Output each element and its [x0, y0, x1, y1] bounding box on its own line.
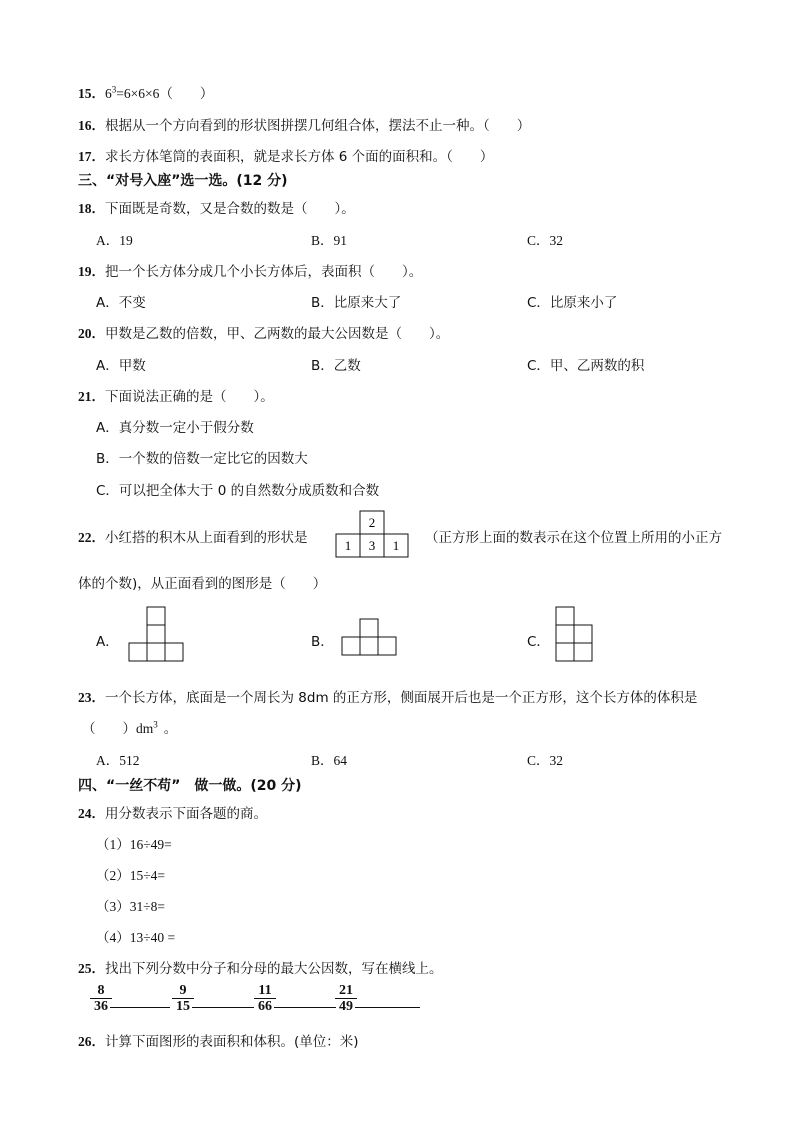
- option-b[interactable]: B．比原来大了: [311, 295, 402, 311]
- denominator: 49: [339, 999, 353, 1014]
- option-c[interactable]: C．比原来小了: [527, 295, 618, 311]
- option-a-figure[interactable]: [128, 606, 184, 662]
- question-23: [78, 686, 697, 706]
- denominator: 36: [94, 999, 108, 1014]
- question-text: 用分数表示下面各题的商。: [105, 806, 267, 822]
- question-text: 计算下面图形的表面积和体积。(单位：米): [105, 1034, 359, 1050]
- question-22-continuation: （正方形上面的数表示在这个位置上所用的小正方: [425, 530, 722, 546]
- question-number: 19．: [78, 264, 105, 279]
- question-number: 21．: [78, 389, 105, 404]
- option-b[interactable]: B．一个数的倍数一定比它的因数大: [96, 451, 308, 467]
- option-a[interactable]: A．甲数: [96, 358, 146, 374]
- question-22-line2: 体的个数)，从正面看到的图形是（ ）: [78, 576, 327, 592]
- fraction-1: [92, 983, 110, 1014]
- question-23-line2: [82, 717, 177, 737]
- option-c[interactable]: C．32: [527, 233, 564, 248]
- numerator: 21: [339, 983, 353, 998]
- option-a[interactable]: A．: [96, 634, 119, 650]
- option-a[interactable]: A．512: [96, 753, 140, 768]
- option-b[interactable]: B．91: [311, 233, 348, 248]
- answer-line-2[interactable]: [192, 1007, 254, 1008]
- section-heading-4: 四、“一丝不苟” 做一做。(20 分): [78, 778, 302, 794]
- question-text: 把一个长方体分成几个小长方体后，表面积（ ）。: [105, 264, 423, 280]
- sub-item-1: （1）16÷49=: [96, 837, 172, 852]
- answer-line-4[interactable]: [355, 1007, 420, 1008]
- superscript: 3: [111, 84, 117, 95]
- question-number: 17．: [78, 149, 105, 164]
- question-text: 下面说法正确的是（ ）。: [105, 389, 274, 405]
- question-number: 24．: [78, 806, 105, 821]
- question-number: 15．: [78, 86, 105, 101]
- question-number: 22．: [78, 530, 105, 545]
- question-text: 求长方体笔筒的表面积，就是求长方体 6 个面的面积和。（ ）: [105, 149, 494, 165]
- option-b[interactable]: B．乙数: [311, 358, 361, 374]
- grid-count-middle: 3: [368, 538, 376, 553]
- fraction-3: [256, 983, 274, 1014]
- top-view-grid-figure: [336, 510, 408, 558]
- question-text: 下面既是奇数，又是合数的数是（ ）。: [105, 201, 355, 217]
- question-18: [78, 197, 355, 217]
- option-a[interactable]: A．真分数一定小于假分数: [96, 420, 254, 436]
- numerator: 11: [258, 983, 272, 998]
- question-text: 小红搭的积木从上面看到的形状是: [105, 530, 308, 546]
- question-24: [78, 802, 267, 822]
- fraction-2: [174, 983, 192, 1014]
- superscript: 3: [153, 719, 158, 730]
- section-heading-3: 三、“对号入座”选一选。(12 分): [78, 173, 288, 189]
- denominator: 15: [176, 999, 190, 1014]
- question-text: 根据从一个方向看到的形状图拼摆几何组合体，摆法不止一种。（ ）: [105, 118, 531, 134]
- numerator: 9: [179, 983, 187, 998]
- question-15: [78, 82, 213, 102]
- answer-line-1[interactable]: [110, 1007, 170, 1008]
- answer-blank: （ ）dm: [82, 721, 154, 736]
- question-text: 一个长方体，底面是一个周长为 8dm 的正方形，侧面展开后也是一个正方形，这个长方体的体积是: [105, 690, 698, 706]
- question-number: 23．: [78, 690, 105, 705]
- question-19: [78, 260, 422, 280]
- option-b[interactable]: B．: [311, 634, 334, 650]
- period: 。: [163, 721, 178, 736]
- option-c-figure[interactable]: [555, 606, 593, 662]
- question-number: 16．: [78, 118, 105, 133]
- option-c[interactable]: C．32: [527, 753, 564, 768]
- option-c[interactable]: C．: [527, 634, 550, 650]
- option-a[interactable]: A．19: [96, 233, 133, 248]
- question-text: 甲数是乙数的倍数，甲、乙两数的最大公因数是（ ）。: [105, 326, 450, 342]
- question-number: 26．: [78, 1034, 105, 1049]
- question-22: [78, 526, 308, 546]
- sub-item-4: （4）13÷40 =: [96, 930, 176, 945]
- option-b-figure[interactable]: [341, 618, 397, 656]
- grid-count-left: 1: [344, 538, 352, 553]
- question-21: [78, 385, 274, 405]
- sub-item-2: （2）15÷4=: [96, 868, 166, 883]
- fraction-4: [337, 983, 355, 1014]
- question-25: [78, 957, 443, 977]
- question-text: =6×6×6（ ）: [116, 86, 214, 101]
- grid-count-right: 1: [392, 538, 400, 553]
- question-number: 18．: [78, 201, 105, 216]
- option-c[interactable]: C．可以把全体大于 0 的自然数分成质数和合数: [96, 483, 380, 499]
- question-number: 20．: [78, 326, 105, 341]
- denominator: 66: [258, 999, 272, 1014]
- question-17: [78, 145, 493, 165]
- question-20: [78, 322, 449, 342]
- answer-line-3[interactable]: [274, 1007, 336, 1008]
- option-b[interactable]: B．64: [311, 753, 348, 768]
- sub-item-3: （3）31÷8=: [96, 899, 166, 914]
- option-c[interactable]: C．甲、乙两数的积: [527, 358, 645, 374]
- option-a[interactable]: A．不变: [96, 295, 146, 311]
- numerator: 8: [97, 983, 105, 998]
- question-text: 6: [105, 86, 112, 101]
- question-26: [78, 1030, 359, 1050]
- question-text: 找出下列分数中分子和分母的最大公因数，写在横线上。: [105, 961, 443, 977]
- question-number: 25．: [78, 961, 105, 976]
- question-16: [78, 114, 530, 134]
- grid-count-top: 2: [368, 515, 376, 530]
